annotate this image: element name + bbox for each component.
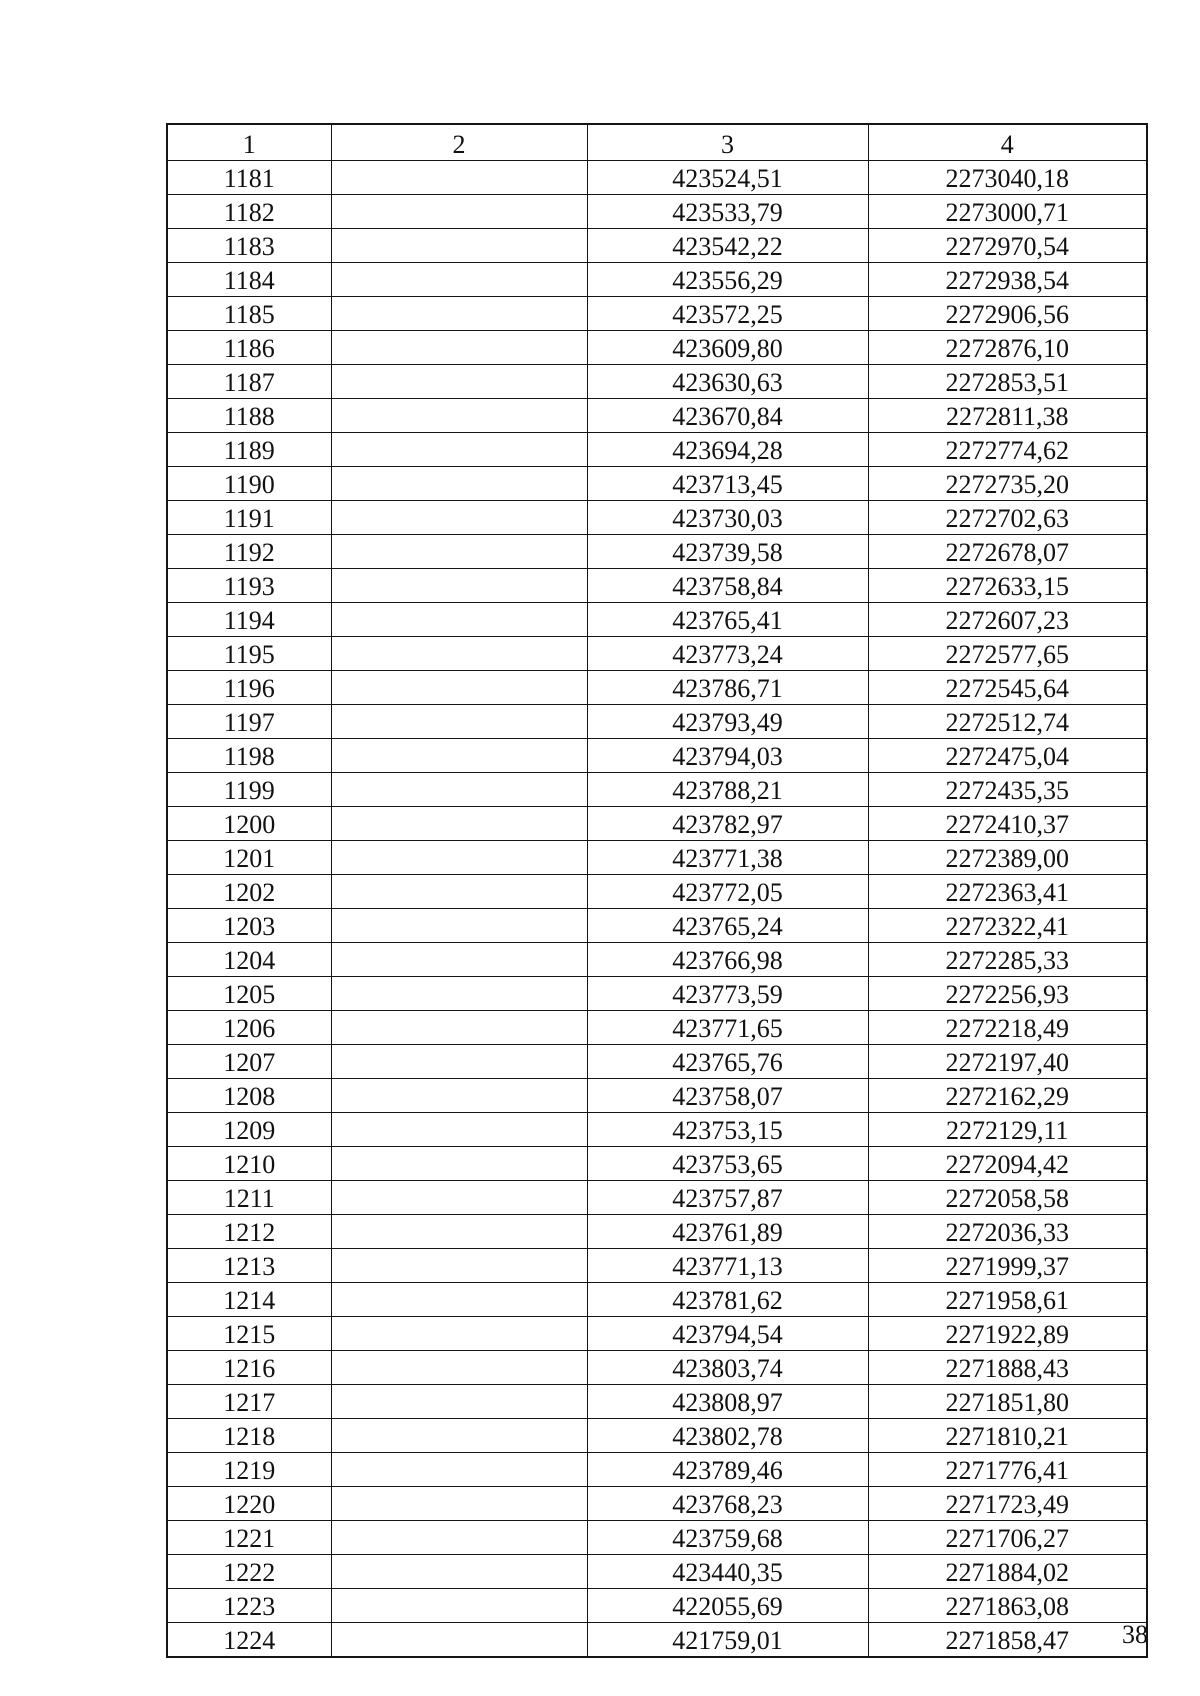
column-2-cell bbox=[331, 1147, 587, 1181]
point-number-cell: 1191 bbox=[167, 501, 331, 535]
table-row bbox=[167, 263, 1147, 297]
table-row bbox=[167, 1317, 1147, 1351]
point-number-cell: 1209 bbox=[167, 1113, 331, 1147]
coordinate-y-cell: 2272702,63 bbox=[868, 501, 1147, 535]
column-2-cell bbox=[331, 569, 587, 603]
point-number-cell: 1218 bbox=[167, 1419, 331, 1453]
table-row bbox=[167, 331, 1147, 365]
coordinate-x-cell: 423802,78 bbox=[587, 1419, 868, 1453]
coordinate-x-cell: 423765,24 bbox=[587, 909, 868, 943]
point-number-cell: 1214 bbox=[167, 1283, 331, 1317]
table-row bbox=[167, 977, 1147, 1011]
table-row bbox=[167, 1385, 1147, 1419]
table-row bbox=[167, 807, 1147, 841]
column-2-cell bbox=[331, 535, 587, 569]
coordinate-x-cell: 423739,58 bbox=[587, 535, 868, 569]
coordinate-x-cell: 423768,23 bbox=[587, 1487, 868, 1521]
coordinate-y-cell: 2271776,41 bbox=[868, 1453, 1147, 1487]
coordinate-y-cell: 2272512,74 bbox=[868, 705, 1147, 739]
coordinate-y-cell: 2272876,10 bbox=[868, 331, 1147, 365]
column-header-4: 4 bbox=[868, 124, 1147, 161]
point-number-cell: 1190 bbox=[167, 467, 331, 501]
coordinate-y-cell: 2272256,93 bbox=[868, 977, 1147, 1011]
coordinate-y-cell: 2271863,08 bbox=[868, 1589, 1147, 1623]
coordinate-y-cell: 2271706,27 bbox=[868, 1521, 1147, 1555]
coordinate-x-cell: 423803,74 bbox=[587, 1351, 868, 1385]
point-number-cell: 1182 bbox=[167, 195, 331, 229]
point-number-cell: 1193 bbox=[167, 569, 331, 603]
column-2-cell bbox=[331, 433, 587, 467]
column-2-cell bbox=[331, 1453, 587, 1487]
table-header-row bbox=[167, 124, 1147, 161]
column-2-cell bbox=[331, 467, 587, 501]
column-2-cell bbox=[331, 263, 587, 297]
table-row bbox=[167, 1113, 1147, 1147]
coordinate-x-cell: 423789,46 bbox=[587, 1453, 868, 1487]
column-2-cell bbox=[331, 1317, 587, 1351]
column-2-cell bbox=[331, 501, 587, 535]
column-2-cell bbox=[331, 1249, 587, 1283]
point-number-cell: 1216 bbox=[167, 1351, 331, 1385]
table-row bbox=[167, 875, 1147, 909]
table-row bbox=[167, 501, 1147, 535]
column-2-cell bbox=[331, 1181, 587, 1215]
table-row bbox=[167, 365, 1147, 399]
table-row bbox=[167, 297, 1147, 331]
coordinate-y-cell: 2272853,51 bbox=[868, 365, 1147, 399]
column-header-2: 2 bbox=[331, 124, 587, 161]
coordinate-x-cell: 423542,22 bbox=[587, 229, 868, 263]
point-number-cell: 1184 bbox=[167, 263, 331, 297]
point-number-cell: 1187 bbox=[167, 365, 331, 399]
column-2-cell bbox=[331, 671, 587, 705]
point-number-cell: 1223 bbox=[167, 1589, 331, 1623]
table-row bbox=[167, 1249, 1147, 1283]
column-2-cell bbox=[331, 365, 587, 399]
table-row bbox=[167, 1147, 1147, 1181]
point-number-cell: 1186 bbox=[167, 331, 331, 365]
coordinate-y-cell: 2271884,02 bbox=[868, 1555, 1147, 1589]
column-2-cell bbox=[331, 1521, 587, 1555]
coordinate-y-cell: 2272058,58 bbox=[868, 1181, 1147, 1215]
point-number-cell: 1224 bbox=[167, 1623, 331, 1658]
coordinate-x-cell: 423794,54 bbox=[587, 1317, 868, 1351]
column-2-cell bbox=[331, 841, 587, 875]
coordinate-x-cell: 422055,69 bbox=[587, 1589, 868, 1623]
coordinate-y-cell: 2272036,33 bbox=[868, 1215, 1147, 1249]
coordinate-y-cell: 2271958,61 bbox=[868, 1283, 1147, 1317]
table-row bbox=[167, 1283, 1147, 1317]
column-2-cell bbox=[331, 331, 587, 365]
point-number-cell: 1220 bbox=[167, 1487, 331, 1521]
column-header-1: 1 bbox=[167, 124, 331, 161]
coordinate-y-cell: 2272162,29 bbox=[868, 1079, 1147, 1113]
coordinate-x-cell: 423758,84 bbox=[587, 569, 868, 603]
table-row bbox=[167, 1181, 1147, 1215]
point-number-cell: 1189 bbox=[167, 433, 331, 467]
page-number: 38 bbox=[1122, 1620, 1148, 1649]
column-2-cell bbox=[331, 637, 587, 671]
coordinate-y-cell: 2272938,54 bbox=[868, 263, 1147, 297]
coordinate-y-cell: 2271810,21 bbox=[868, 1419, 1147, 1453]
coordinate-y-cell: 2272906,56 bbox=[868, 297, 1147, 331]
column-2-cell bbox=[331, 1351, 587, 1385]
column-2-cell bbox=[331, 1555, 587, 1589]
point-number-cell: 1222 bbox=[167, 1555, 331, 1589]
table-row bbox=[167, 773, 1147, 807]
coordinate-x-cell: 421759,01 bbox=[587, 1623, 868, 1658]
column-2-cell bbox=[331, 1113, 587, 1147]
coordinate-x-cell: 423771,13 bbox=[587, 1249, 868, 1283]
column-2-cell bbox=[331, 1623, 587, 1658]
coordinate-y-cell: 2271922,89 bbox=[868, 1317, 1147, 1351]
column-2-cell bbox=[331, 1283, 587, 1317]
table-row bbox=[167, 739, 1147, 773]
coordinate-x-cell: 423758,07 bbox=[587, 1079, 868, 1113]
column-2-cell bbox=[331, 195, 587, 229]
point-number-cell: 1205 bbox=[167, 977, 331, 1011]
coordinate-y-cell: 2272435,35 bbox=[868, 773, 1147, 807]
point-number-cell: 1202 bbox=[167, 875, 331, 909]
coordinate-x-cell: 423757,87 bbox=[587, 1181, 868, 1215]
coordinate-x-cell: 423771,38 bbox=[587, 841, 868, 875]
point-number-cell: 1181 bbox=[167, 161, 331, 195]
column-2-cell bbox=[331, 1215, 587, 1249]
column-2-cell bbox=[331, 943, 587, 977]
table-row bbox=[167, 467, 1147, 501]
table-row bbox=[167, 569, 1147, 603]
coordinate-x-cell: 423793,49 bbox=[587, 705, 868, 739]
column-2-cell bbox=[331, 739, 587, 773]
coordinate-x-cell: 423670,84 bbox=[587, 399, 868, 433]
column-2-cell bbox=[331, 297, 587, 331]
point-number-cell: 1185 bbox=[167, 297, 331, 331]
column-2-cell bbox=[331, 909, 587, 943]
point-number-cell: 1197 bbox=[167, 705, 331, 739]
point-number-cell: 1198 bbox=[167, 739, 331, 773]
coordinate-y-cell: 2272607,23 bbox=[868, 603, 1147, 637]
column-2-cell bbox=[331, 1011, 587, 1045]
table-row bbox=[167, 841, 1147, 875]
coordinate-x-cell: 423761,89 bbox=[587, 1215, 868, 1249]
coordinate-x-cell: 423713,45 bbox=[587, 467, 868, 501]
table-row bbox=[167, 161, 1147, 195]
coordinate-y-cell: 2272735,20 bbox=[868, 467, 1147, 501]
coordinate-x-cell: 423773,24 bbox=[587, 637, 868, 671]
coordinate-x-cell: 423609,80 bbox=[587, 331, 868, 365]
column-2-cell bbox=[331, 1487, 587, 1521]
column-2-cell bbox=[331, 399, 587, 433]
column-2-cell bbox=[331, 875, 587, 909]
coordinate-x-cell: 423772,05 bbox=[587, 875, 868, 909]
table-row bbox=[167, 1011, 1147, 1045]
coordinate-x-cell: 423759,68 bbox=[587, 1521, 868, 1555]
coordinate-x-cell: 423781,62 bbox=[587, 1283, 868, 1317]
column-2-cell bbox=[331, 705, 587, 739]
point-number-cell: 1221 bbox=[167, 1521, 331, 1555]
coordinate-x-cell: 423788,21 bbox=[587, 773, 868, 807]
point-number-cell: 1203 bbox=[167, 909, 331, 943]
table-row bbox=[167, 195, 1147, 229]
coordinates-table bbox=[166, 123, 1148, 1658]
point-number-cell: 1183 bbox=[167, 229, 331, 263]
coordinate-x-cell: 423753,65 bbox=[587, 1147, 868, 1181]
coordinate-x-cell: 423771,65 bbox=[587, 1011, 868, 1045]
coordinate-x-cell: 423753,15 bbox=[587, 1113, 868, 1147]
coordinate-y-cell: 2272094,42 bbox=[868, 1147, 1147, 1181]
coordinate-x-cell: 423694,28 bbox=[587, 433, 868, 467]
point-number-cell: 1201 bbox=[167, 841, 331, 875]
coordinate-y-cell: 2273000,71 bbox=[868, 195, 1147, 229]
coordinate-x-cell: 423730,03 bbox=[587, 501, 868, 535]
coordinate-y-cell: 2271999,37 bbox=[868, 1249, 1147, 1283]
coordinate-y-cell: 2271888,43 bbox=[868, 1351, 1147, 1385]
point-number-cell: 1215 bbox=[167, 1317, 331, 1351]
coordinate-x-cell: 423630,63 bbox=[587, 365, 868, 399]
coordinate-x-cell: 423533,79 bbox=[587, 195, 868, 229]
point-number-cell: 1206 bbox=[167, 1011, 331, 1045]
coordinate-y-cell: 2272577,65 bbox=[868, 637, 1147, 671]
column-2-cell bbox=[331, 1589, 587, 1623]
coordinate-x-cell: 423572,25 bbox=[587, 297, 868, 331]
column-2-cell bbox=[331, 1385, 587, 1419]
coordinate-x-cell: 423773,59 bbox=[587, 977, 868, 1011]
coordinate-x-cell: 423766,98 bbox=[587, 943, 868, 977]
table-row bbox=[167, 637, 1147, 671]
coordinate-y-cell: 2272545,64 bbox=[868, 671, 1147, 705]
table-row bbox=[167, 1045, 1147, 1079]
table-row bbox=[167, 943, 1147, 977]
table-row bbox=[167, 535, 1147, 569]
column-header-3: 3 bbox=[587, 124, 868, 161]
coordinate-y-cell: 2272363,41 bbox=[868, 875, 1147, 909]
table-row bbox=[167, 433, 1147, 467]
point-number-cell: 1210 bbox=[167, 1147, 331, 1181]
coordinate-y-cell: 2272285,33 bbox=[868, 943, 1147, 977]
point-number-cell: 1219 bbox=[167, 1453, 331, 1487]
point-number-cell: 1192 bbox=[167, 535, 331, 569]
table-row bbox=[167, 705, 1147, 739]
coordinate-y-cell: 2272322,41 bbox=[868, 909, 1147, 943]
point-number-cell: 1196 bbox=[167, 671, 331, 705]
table-row bbox=[167, 1453, 1147, 1487]
column-2-cell bbox=[331, 229, 587, 263]
column-2-cell bbox=[331, 161, 587, 195]
column-2-cell bbox=[331, 1419, 587, 1453]
table-row bbox=[167, 1487, 1147, 1521]
table-row bbox=[167, 1521, 1147, 1555]
coordinate-x-cell: 423782,97 bbox=[587, 807, 868, 841]
point-number-cell: 1212 bbox=[167, 1215, 331, 1249]
coordinate-x-cell: 423556,29 bbox=[587, 263, 868, 297]
table-row bbox=[167, 229, 1147, 263]
point-number-cell: 1200 bbox=[167, 807, 331, 841]
point-number-cell: 1217 bbox=[167, 1385, 331, 1419]
point-number-cell: 1207 bbox=[167, 1045, 331, 1079]
column-2-cell bbox=[331, 1079, 587, 1113]
table-row bbox=[167, 603, 1147, 637]
table-row bbox=[167, 399, 1147, 433]
table-row bbox=[167, 1215, 1147, 1249]
column-2-cell bbox=[331, 977, 587, 1011]
point-number-cell: 1195 bbox=[167, 637, 331, 671]
coordinate-y-cell: 2273040,18 bbox=[868, 161, 1147, 195]
table-row bbox=[167, 1589, 1147, 1623]
column-2-cell bbox=[331, 603, 587, 637]
coordinate-x-cell: 423786,71 bbox=[587, 671, 868, 705]
table-row bbox=[167, 1079, 1147, 1113]
table-row bbox=[167, 1419, 1147, 1453]
coordinate-x-cell: 423794,03 bbox=[587, 739, 868, 773]
coordinate-y-cell: 2272410,37 bbox=[868, 807, 1147, 841]
coordinate-x-cell: 423765,41 bbox=[587, 603, 868, 637]
coordinate-x-cell: 423808,97 bbox=[587, 1385, 868, 1419]
column-2-cell bbox=[331, 1045, 587, 1079]
point-number-cell: 1204 bbox=[167, 943, 331, 977]
coordinate-y-cell: 2272678,07 bbox=[868, 535, 1147, 569]
coordinate-y-cell: 2271723,49 bbox=[868, 1487, 1147, 1521]
point-number-cell: 1188 bbox=[167, 399, 331, 433]
coordinate-y-cell: 2272197,40 bbox=[868, 1045, 1147, 1079]
coordinate-y-cell: 2272811,38 bbox=[868, 399, 1147, 433]
point-number-cell: 1213 bbox=[167, 1249, 331, 1283]
coordinate-y-cell: 2272218,49 bbox=[868, 1011, 1147, 1045]
coordinate-y-cell: 2272129,11 bbox=[868, 1113, 1147, 1147]
coordinate-y-cell: 2272970,54 bbox=[868, 229, 1147, 263]
table-row bbox=[167, 909, 1147, 943]
coordinate-y-cell: 2272389,00 bbox=[868, 841, 1147, 875]
coordinate-x-cell: 423524,51 bbox=[587, 161, 868, 195]
coordinate-x-cell: 423765,76 bbox=[587, 1045, 868, 1079]
table-row bbox=[167, 1555, 1147, 1589]
table-row bbox=[167, 1351, 1147, 1385]
coordinate-y-cell: 2271851,80 bbox=[868, 1385, 1147, 1419]
point-number-cell: 1194 bbox=[167, 603, 331, 637]
point-number-cell: 1199 bbox=[167, 773, 331, 807]
column-2-cell bbox=[331, 773, 587, 807]
coordinate-x-cell: 423440,35 bbox=[587, 1555, 868, 1589]
coordinate-y-cell: 2272475,04 bbox=[868, 739, 1147, 773]
coordinate-y-cell: 2271858,47 bbox=[868, 1623, 1147, 1658]
coordinate-y-cell: 2272633,15 bbox=[868, 569, 1147, 603]
table-row bbox=[167, 671, 1147, 705]
point-number-cell: 1211 bbox=[167, 1181, 331, 1215]
column-2-cell bbox=[331, 807, 587, 841]
coordinate-y-cell: 2272774,62 bbox=[868, 433, 1147, 467]
point-number-cell: 1208 bbox=[167, 1079, 331, 1113]
table-row bbox=[167, 1623, 1147, 1658]
